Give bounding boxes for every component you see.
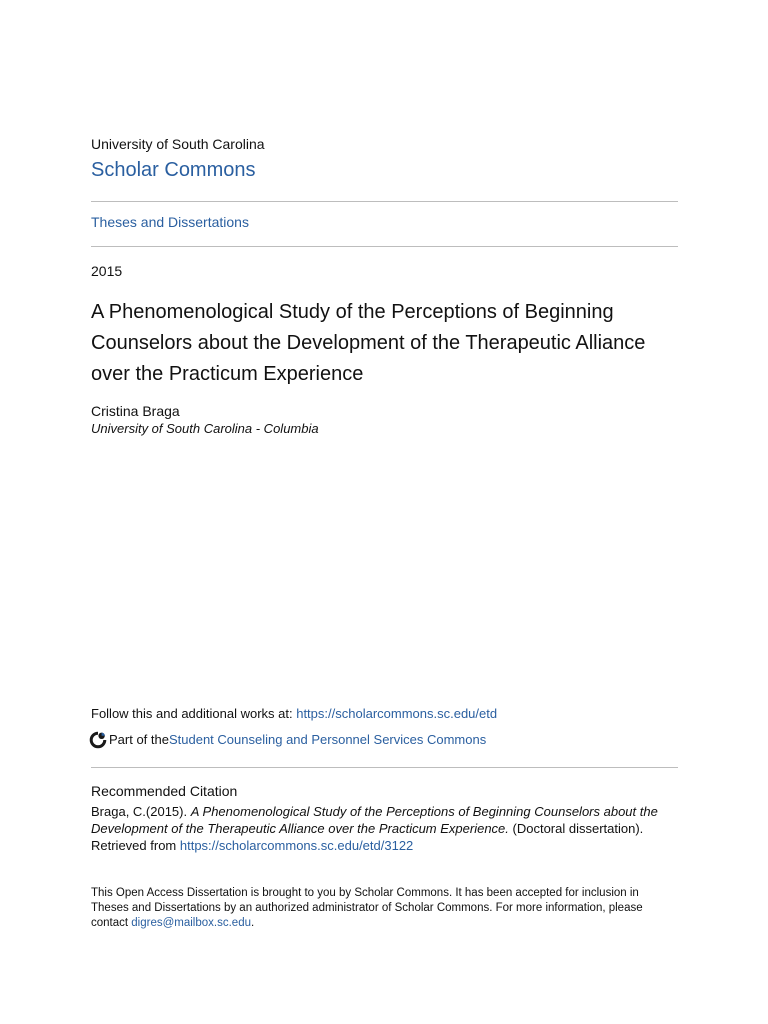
citation-text	[91, 803, 678, 854]
collection-link[interactable]: Theses and Dissertations	[91, 214, 249, 230]
network-icon	[89, 731, 107, 749]
document-title: A Phenomenological Study of the Perceptions of Beginning Counselors about the Development of the Therapeutic Alliance over the Practicum Experience	[91, 301, 646, 385]
divider	[91, 767, 678, 768]
cover-page	[91, 0, 678, 1024]
recommended-citation-heading: Recommended Citation	[91, 783, 238, 799]
citation-retrieved-prefix: Retrieved from	[91, 838, 180, 853]
part-of-prefix: Part of the	[109, 732, 169, 747]
author-name: Cristina Braga	[91, 403, 180, 419]
citation-author-year: Braga, C.(2015).	[91, 804, 191, 819]
institution-name: University of South Carolina	[91, 136, 265, 152]
citation-url-link[interactable]: https://scholarcommons.sc.edu/etd/3122	[179, 838, 414, 853]
discipline-commons-link[interactable]: Student Counseling and Personnel Services Commons	[168, 732, 487, 747]
citation-work-title: A Phenomenological Study of the Perceptions of Beginning Counselors about the Development of the Therapeutic Alliance over the Practicum Experience.	[91, 804, 658, 836]
publication-year: 2015	[91, 263, 123, 279]
follow-line	[91, 706, 497, 722]
part-of-line	[89, 730, 486, 750]
contact-email-link[interactable]: digres@mailbox.sc.edu	[131, 917, 251, 929]
citation-type: (Doctoral dissertation).	[508, 821, 644, 836]
divider	[91, 201, 678, 202]
notice-text: This Open Access Dissertation is brought to you by Scholar Commons. It has been accepted for inclusion in Theses and Dissertations by an authorized administrator of Scholar Commons. For more information, please contact	[91, 887, 643, 929]
repository-link[interactable]: Scholar Commons	[91, 159, 256, 181]
follow-prefix: Follow this and additional works at:	[91, 706, 297, 721]
divider	[91, 246, 678, 247]
author-affiliation: University of South Carolina - Columbia	[91, 421, 319, 436]
follow-url-link[interactable]: https://scholarcommons.sc.edu/etd	[296, 706, 498, 721]
open-access-notice	[91, 886, 678, 931]
notice-suffix: .	[250, 917, 255, 929]
